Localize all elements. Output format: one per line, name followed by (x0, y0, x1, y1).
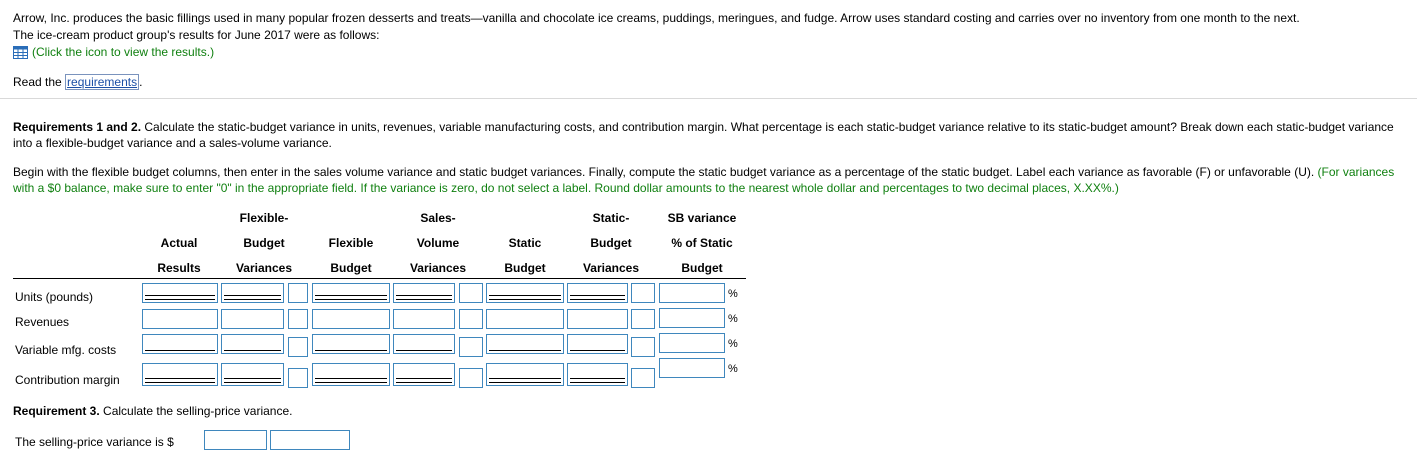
varcost-sbv-input[interactable] (567, 334, 628, 354)
table-grid-icon[interactable] (13, 46, 28, 59)
header-svv-0: Sales- (420, 211, 456, 225)
header-flex-2: Budget (330, 261, 372, 275)
intro-line-1: Arrow, Inc. produces the basic fillings used in many popular frozen desserts and treats—vanilla and chocolate ice creams, puddings, meringues, and fudge. Arrow uses standard costing and carries over no inventory from one month to the next. (13, 11, 1300, 25)
header-svv-1: Volume (416, 236, 460, 250)
header-actual-1: Actual (160, 236, 198, 250)
header-sbv-1: Budget (590, 236, 632, 250)
units-pct-input[interactable] (659, 283, 725, 303)
read-suffix: . (139, 75, 143, 89)
row-label-units: Units (pounds) (15, 290, 94, 304)
cm-pct-input[interactable] (659, 358, 725, 378)
row-label-contribution-margin: Contribution margin (15, 373, 120, 387)
header-rule (13, 278, 746, 279)
header-svv-2: Variances (409, 261, 467, 275)
problem-intro (13, 10, 1413, 44)
varcost-actual-input[interactable] (142, 334, 218, 354)
read-prefix: Read the (13, 75, 66, 89)
header-pct-0: SB variance (667, 211, 737, 225)
units-fbv-input[interactable] (221, 283, 284, 303)
varcost-flex-input[interactable] (312, 334, 390, 354)
varcost-pct-input[interactable] (659, 333, 725, 353)
cm-fbv-label-select[interactable] (288, 368, 308, 388)
read-requirements-row (13, 75, 142, 89)
revenues-sbv-input[interactable] (567, 309, 628, 329)
cm-svv-label-select[interactable] (459, 368, 483, 388)
header-flex-1: Flexible (328, 236, 374, 250)
cm-svv-input[interactable] (393, 363, 455, 386)
view-results-link[interactable] (13, 44, 214, 60)
header-actual-2: Results (157, 261, 201, 275)
units-sbv-label-select[interactable] (631, 283, 655, 303)
header-fbv-0: Flexible- (239, 211, 289, 225)
row-label-variable-costs: Variable mfg. costs (15, 343, 117, 357)
requirement-3-body: Calculate the selling-price variance. (99, 404, 293, 418)
requirements-link[interactable]: requirements (67, 75, 138, 89)
selling-price-variance-label-select[interactable] (270, 430, 350, 450)
header-sbv-0: Static- (592, 211, 630, 225)
requirement-12-body: Calculate the static-budget variance in units, revenues, variable manufacturing costs, and contribution margin. What percentage is each static-budget variance relative to its static-budget amount? Break down each static-budget variance into a flexible-budget variance and a sales-volume variance. (13, 120, 1394, 150)
requirement-12-text (13, 119, 1408, 151)
varcost-svv-input[interactable] (393, 334, 455, 354)
varcost-static-input[interactable] (486, 334, 564, 354)
cm-actual-input[interactable] (142, 363, 218, 386)
revenues-svv-label-select[interactable] (459, 309, 483, 329)
revenues-actual-input[interactable] (142, 309, 218, 329)
revenues-pct-sign: % (728, 313, 738, 325)
requirement-12-title: Requirements 1 and 2. (13, 120, 142, 134)
view-results-label[interactable]: (Click the icon to view the results.) (32, 45, 215, 59)
revenues-static-input[interactable] (486, 309, 564, 329)
header-sbv-2: Variances (582, 261, 640, 275)
header-pct-2: Budget (681, 261, 723, 275)
revenues-sbv-label-select[interactable] (631, 309, 655, 329)
varcost-fbv-label-select[interactable] (288, 337, 308, 357)
units-svv-input[interactable] (393, 283, 455, 303)
revenues-fbv-input[interactable] (221, 309, 284, 329)
units-fbv-label-select[interactable] (288, 283, 308, 303)
instructions-note: (For variances with a $0 balance, make sure to enter "0" in the appropriate field. If the variance is zero, do not select a label. Round dollar amounts to the nearest whole dollar and percentages to two decimal places, X.XX%.) (13, 165, 1395, 195)
instructions-text (13, 164, 1408, 196)
row-label-revenues: Revenues (15, 315, 70, 329)
varcost-fbv-input[interactable] (221, 334, 284, 354)
units-pct-sign: % (728, 288, 738, 300)
requirement-3-text (13, 404, 292, 418)
selling-price-variance-input[interactable] (204, 430, 267, 450)
units-actual-input[interactable] (142, 283, 218, 303)
units-svv-label-select[interactable] (459, 283, 483, 303)
varcost-pct-sign: % (728, 338, 738, 350)
cm-sbv-input[interactable] (567, 363, 628, 386)
varcost-sbv-label-select[interactable] (631, 337, 655, 357)
selling-price-variance-label: The selling-price variance is $ (15, 435, 174, 449)
cm-flex-input[interactable] (312, 363, 390, 386)
header-fbv-2: Variances (235, 261, 293, 275)
units-static-input[interactable] (486, 283, 564, 303)
cm-static-input[interactable] (486, 363, 564, 386)
header-pct-1: % of Static (671, 236, 733, 250)
revenues-svv-input[interactable] (393, 309, 455, 329)
revenues-flex-input[interactable] (312, 309, 390, 329)
header-fbv-1: Budget (243, 236, 285, 250)
header-static-2: Budget (504, 261, 546, 275)
section-divider (0, 98, 1417, 99)
cm-pct-sign: % (728, 363, 738, 375)
requirement-3-title: Requirement 3. (13, 404, 100, 418)
intro-line-2: The ice-cream product group's results for June 2017 were as follows: (13, 28, 380, 42)
units-sbv-input[interactable] (567, 283, 628, 303)
revenues-fbv-label-select[interactable] (288, 309, 308, 329)
header-static-1: Static (508, 236, 542, 250)
varcost-svv-label-select[interactable] (459, 337, 483, 357)
cm-sbv-label-select[interactable] (631, 368, 655, 388)
units-flex-input[interactable] (312, 283, 390, 303)
cm-fbv-input[interactable] (221, 363, 284, 386)
instructions-main: Begin with the flexible budget columns, then enter in the sales volume variance and static budget variances. Finally, compute the static budget variance as a percentage of the static budget. Label each variance as favorable (F) or unfavorable (U). (13, 165, 1315, 179)
revenues-pct-input[interactable] (659, 308, 725, 328)
